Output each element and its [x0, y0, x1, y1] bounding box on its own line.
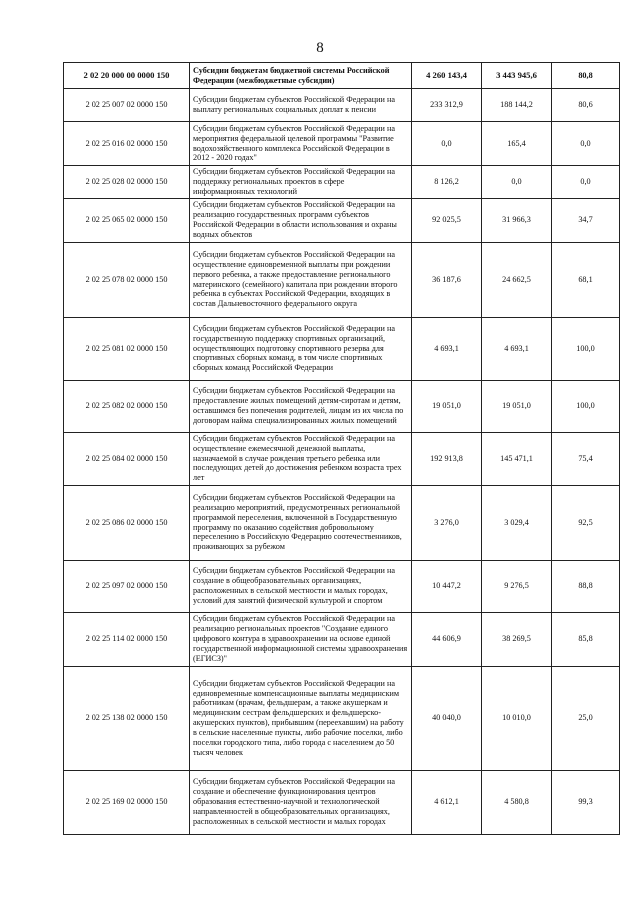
page-number: 8: [316, 40, 324, 56]
row-description: Субсидии бюджетам субъектов Российской Федерации на единовременные компенсационные выплаты медицинским работникам (врачам, фельдшерам, а также акушеркам и медицинским сестрам фельдшерских и фельдшерско-акушерских пунктов), прибывшим (переехавшим) на работу в сельские населенные пункты, либо рабочие поселки, либо поселки городского типа, либо города с населением до 50 тысяч человек: [190, 666, 412, 770]
row-plan: 40 040,0: [412, 666, 482, 770]
table-row: [64, 317, 620, 380]
row-description: Субсидии бюджетам субъектов Российской Федерации на предоставление жилых помещений детям-сиротам и детям, оставшимся без попечения родителей, лицам из их числа по договорам найма специализированных жилых помещений: [190, 380, 412, 432]
table-row: [64, 166, 620, 199]
row-plan: 233 312,9: [412, 89, 482, 122]
row-percent: 85,8: [552, 612, 620, 666]
table-row: [64, 242, 620, 317]
row-percent: 68,1: [552, 242, 620, 317]
row-executed: 4 693,1: [482, 317, 552, 380]
row-code: 2 02 25 028 02 0000 150: [64, 166, 190, 199]
row-executed: 9 276,5: [482, 560, 552, 612]
row-plan: 36 187,6: [412, 242, 482, 317]
row-code: 2 02 25 169 02 0000 150: [64, 770, 190, 834]
row-executed: 145 471,1: [482, 432, 552, 485]
table-row: [64, 485, 620, 560]
row-code: 2 02 25 065 02 0000 150: [64, 198, 190, 242]
row-executed: 19 051,0: [482, 380, 552, 432]
row-plan: 44 606,9: [412, 612, 482, 666]
row-plan: 192 913,8: [412, 432, 482, 485]
row-percent: 0,0: [552, 122, 620, 166]
table-row: [64, 666, 620, 770]
row-percent: 100,0: [552, 380, 620, 432]
row-percent: 25,0: [552, 666, 620, 770]
row-plan: 4 693,1: [412, 317, 482, 380]
row-description: Субсидии бюджетам бюджетной системы Российской Федерации (межбюджетные субсидии): [190, 63, 412, 89]
row-executed: 3 029,4: [482, 485, 552, 560]
row-executed: 10 010,0: [482, 666, 552, 770]
row-executed: 188 144,2: [482, 89, 552, 122]
row-plan: 4 260 143,4: [412, 63, 482, 89]
row-plan: 8 126,2: [412, 166, 482, 199]
row-executed: 165,4: [482, 122, 552, 166]
row-plan: 92 025,5: [412, 198, 482, 242]
row-percent: 100,0: [552, 317, 620, 380]
row-description: Субсидии бюджетам субъектов Российской Федерации на создание и обеспечение функционирования центров образования естественно-научной и технологической направленностей в общеобразовательных организациях, расположенных в сельской местности и малых городах: [190, 770, 412, 834]
row-code: 2 02 25 086 02 0000 150: [64, 485, 190, 560]
table-row: [64, 612, 620, 666]
row-description: Субсидии бюджетам субъектов Российской Федерации на реализацию региональных проектов "Создание единого цифрового контура в здравоохранении на основе единой государственной информационной системы здравоохранения (ЕГИСЗ)": [190, 612, 412, 666]
row-code: 2 02 25 016 02 0000 150: [64, 122, 190, 166]
row-description: Субсидии бюджетам субъектов Российской Федерации на осуществление единовременной выплаты при рождении первого ребенка, а также предоставление регионального материнского (семейного) капитала при рождении второго ребенка в субъектах Российской Федерации, входящих в состав Дальневосточного федерального округа: [190, 242, 412, 317]
row-code: 2 02 25 007 02 0000 150: [64, 89, 190, 122]
budget-table: [63, 62, 620, 835]
row-executed: 31 966,3: [482, 198, 552, 242]
row-description: Субсидии бюджетам субъектов Российской Федерации на создание в общеобразовательных организациях, расположенных в сельской местности и малых городах, условий для занятий физической культурой и спортом: [190, 560, 412, 612]
row-executed: 38 269,5: [482, 612, 552, 666]
row-description: Субсидии бюджетам субъектов Российской Федерации на государственную поддержку спортивных организаций, осуществляющих подготовку спортивного резерва для спортивных сборных команд, в том числе спортивных сборных команд Российской Федерации: [190, 317, 412, 380]
table-row: [64, 560, 620, 612]
row-executed: 0,0: [482, 166, 552, 199]
row-description: Субсидии бюджетам субъектов Российской Федерации на реализацию государственных программ субъектов Российской Федерации в области использования и охраны водных объектов: [190, 198, 412, 242]
row-plan: 3 276,0: [412, 485, 482, 560]
row-code: 2 02 25 082 02 0000 150: [64, 380, 190, 432]
row-code: 2 02 25 078 02 0000 150: [64, 242, 190, 317]
row-plan: 10 447,2: [412, 560, 482, 612]
row-code: 2 02 25 081 02 0000 150: [64, 317, 190, 380]
row-percent: 80,6: [552, 89, 620, 122]
table-row: [64, 198, 620, 242]
row-description: Субсидии бюджетам субъектов Российской Федерации на реализацию мероприятий, предусмотренных региональной программой переселения, включенной в Государственную программу по оказанию содействия добровольному переселению в Российскую Федерацию соотечественников, проживающих за рубежом: [190, 485, 412, 560]
row-description: Субсидии бюджетам субъектов Российской Федерации на осуществление ежемесячной денежной выплаты, назначаемой в случае рождения третьего ребенка или последующих детей до достижения ребенком возраста трех лет: [190, 432, 412, 485]
row-plan: 4 612,1: [412, 770, 482, 834]
row-plan: 19 051,0: [412, 380, 482, 432]
row-plan: 0,0: [412, 122, 482, 166]
table-row: [64, 432, 620, 485]
row-code: 2 02 25 084 02 0000 150: [64, 432, 190, 485]
row-description: Субсидии бюджетам субъектов Российской Федерации на поддержку региональных проектов в сфере информационных технологий: [190, 166, 412, 199]
table-row: [64, 89, 620, 122]
row-executed: 3 443 945,6: [482, 63, 552, 89]
row-code: 2 02 25 138 02 0000 150: [64, 666, 190, 770]
row-executed: 24 662,5: [482, 242, 552, 317]
row-executed: 4 580,8: [482, 770, 552, 834]
row-percent: 99,3: [552, 770, 620, 834]
row-percent: 88,8: [552, 560, 620, 612]
row-description: Субсидии бюджетам субъектов Российской Федерации на мероприятия федеральной целевой программы "Развитие водохозяйственного комплекса Российской Федерации в 2012 - 2020 годах": [190, 122, 412, 166]
row-percent: 80,8: [552, 63, 620, 89]
row-percent: 34,7: [552, 198, 620, 242]
row-percent: 0,0: [552, 166, 620, 199]
row-percent: 75,4: [552, 432, 620, 485]
table-row-total: [64, 63, 620, 89]
table-row: [64, 122, 620, 166]
row-code: 2 02 25 097 02 0000 150: [64, 560, 190, 612]
row-percent: 92,5: [552, 485, 620, 560]
table-row: [64, 380, 620, 432]
table-row: [64, 770, 620, 834]
row-code: 2 02 20 000 00 0000 150: [64, 63, 190, 89]
row-description: Субсидии бюджетам субъектов Российской Федерации на выплату региональных социальных доплат к пенсии: [190, 89, 412, 122]
row-code: 2 02 25 114 02 0000 150: [64, 612, 190, 666]
